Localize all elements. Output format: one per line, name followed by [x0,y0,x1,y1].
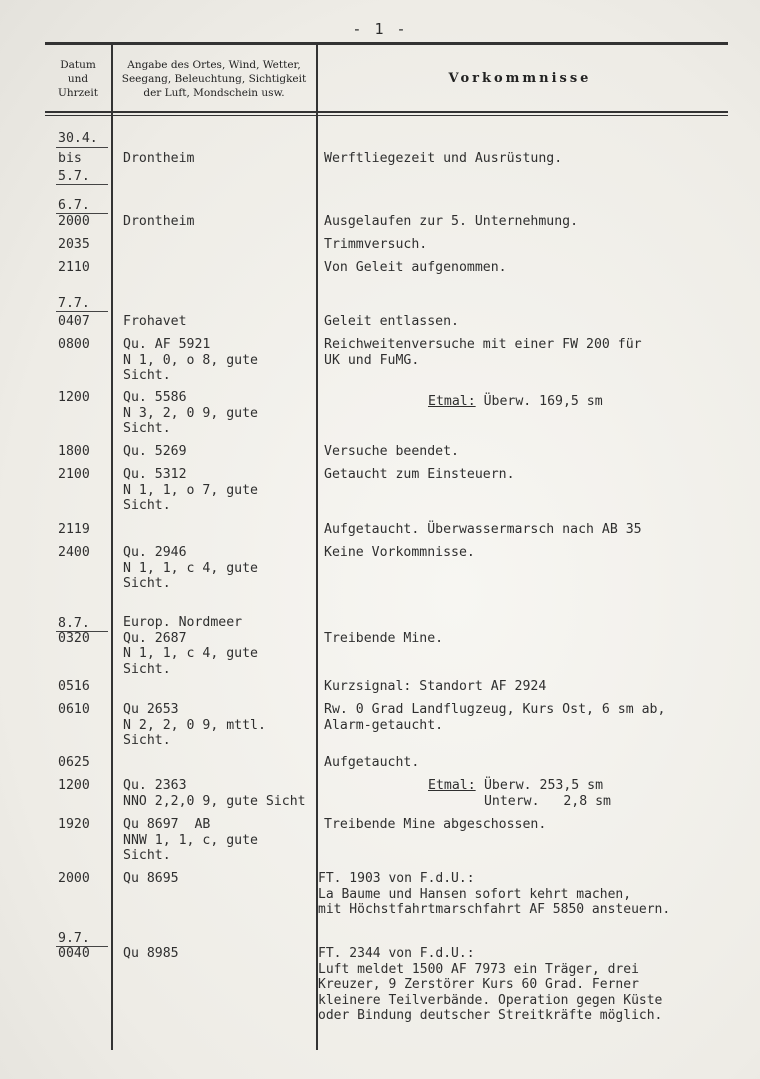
place-entry: Qu. 5269 [123,444,187,459]
time-entry: 2110 [58,260,90,275]
etmal-value: Überw. 253,5 sm Unterw. 2,8 sm [483,778,611,809]
date-7-7: 7.7. [58,296,90,311]
place-entry: Qu 8695 [123,871,179,886]
header-bottom-rule [45,111,728,113]
header-date-column [48,58,108,100]
place-entry: Frohavet [123,314,187,329]
event-entry: Trimmversuch. [324,237,428,252]
header-place-line3: der Luft, Mondschein usw. [143,87,285,99]
header-place-line1: Angabe des Ortes, Wind, Wetter, [127,59,301,71]
event-entry: Ausgelaufen zur 5. Unternehmung. [324,214,579,229]
event-entry: Treibende Mine abgeschossen. [324,817,547,832]
time-entry: 0516 [58,679,90,694]
place-entry: Qu. AF 5921 N 1, 0, o 8, gute Sicht. [123,337,258,383]
time-entry: 1800 [58,444,90,459]
event-entry: Getaucht zum Einsteuern. [324,467,515,482]
event-entry: Kurzsignal: Standort AF 2924 [324,679,547,694]
etmal-label: Etmal: [428,778,476,793]
event-entry: Versuche beendet. [324,444,459,459]
header-date-line1: Datum [60,59,96,71]
header-date-line3: Uhrzeit [58,87,98,99]
place-entry: Qu 2653 N 2, 2, 0 9, mttl. Sicht. [123,702,266,748]
place-entry: Qu. 2946 N 1, 1, c 4, gute Sicht. [123,545,258,591]
date-8-7: 8.7. [58,616,90,631]
date-underline [56,184,108,185]
time-entry: 0040 [58,946,90,961]
column-divider-1 [111,45,113,1050]
header-events-column: Vorkommnisse [448,71,592,86]
place-entry: Drontheim [123,214,195,229]
place-entry: Europ. Nordmeer Qu. 2687 N 1, 1, c 4, gute Sicht. [123,615,258,677]
time-entry: 2100 [58,467,90,482]
time-entry: 0610 [58,702,90,717]
header-place-line2: Seegang, Beleuchtung, Sichtigkeit [121,73,307,85]
date-9-7: 9.7. [58,931,90,946]
time-entry: 1920 [58,817,90,832]
time-entry: 2035 [58,237,90,252]
event-entry: Werftliegezeit und Ausrüstung. [324,151,563,166]
date-bis: bis [58,151,82,166]
place-entry: Qu. 5586 N 3, 2, 0 9, gute Sicht. [123,390,258,436]
time-entry: 0407 [58,314,90,329]
event-entry: Geleit entlassen. [324,314,459,329]
date-underline [56,311,108,312]
time-entry: 1200 [58,390,90,405]
etmal-value: Überw. 169,5 sm [475,394,603,409]
time-entry: 2000 [58,214,90,229]
time-entry: 2400 [58,545,90,560]
date-underline [56,147,108,148]
etmal-block [428,390,603,410]
event-entry: FT. 2344 von F.d.U.: Luft meldet 1500 AF 7973 ein Träger, drei Kreuzer, 9 Zerstörer Kurs 60 Grad. Ferner kleinere Teilverbände. Operation gegen Küste oder Bindung deutscher Streitkräfte möglich. [318,946,663,1023]
event-entry: Rw. 0 Grad Landflugzeug, Kurs Ost, 6 sm ab, Alarm-getaucht. [324,702,666,733]
place-entry: Qu 8985 [123,946,179,961]
header-top-rule [45,42,728,45]
place-entry: Qu. 2363 NNO 2,2,0 9, gute Sicht [123,778,306,809]
place-entry: Qu 8697 AB NNW 1, 1, c, gute Sicht. [123,817,258,863]
place-entry: Drontheim [123,151,195,166]
time-entry: 1200 [58,778,90,793]
event-entry: Aufgetaucht. [324,755,420,770]
header-bottom-rule-2 [45,115,728,116]
event-entry: Reichweitenversuche mit einer FW 200 für UK und FuMG. [324,337,642,368]
time-entry: 0320 [58,631,90,646]
event-entry: Aufgetaucht. Überwassermarsch nach AB 35 [324,522,642,537]
date-6-7: 6.7. [58,198,90,213]
date-30-4: 30.4. [58,131,98,146]
event-entry: FT. 1903 von F.d.U.: La Baume und Hansen sofort kehrt machen, mit Höchstfahrtmarschfahrt AF 5850 ansteuern. [318,871,671,917]
time-entry: 0625 [58,755,90,770]
event-entry: Treibende Mine. [324,631,444,646]
event-entry: Von Geleit aufgenommen. [324,260,507,275]
header-place-column [113,58,315,100]
page-number: - 1 - [352,20,408,38]
header-date-line2: und [67,73,89,85]
etmal-label: Etmal: [428,394,476,409]
time-entry: 0800 [58,337,90,352]
date-5-7: 5.7. [58,169,90,184]
time-entry: 2119 [58,522,90,537]
place-entry: Qu. 5312 N 1, 1, o 7, gute Sicht. [123,467,258,513]
time-entry: 2000 [58,871,90,886]
event-entry: Keine Vorkommnisse. [324,545,475,560]
